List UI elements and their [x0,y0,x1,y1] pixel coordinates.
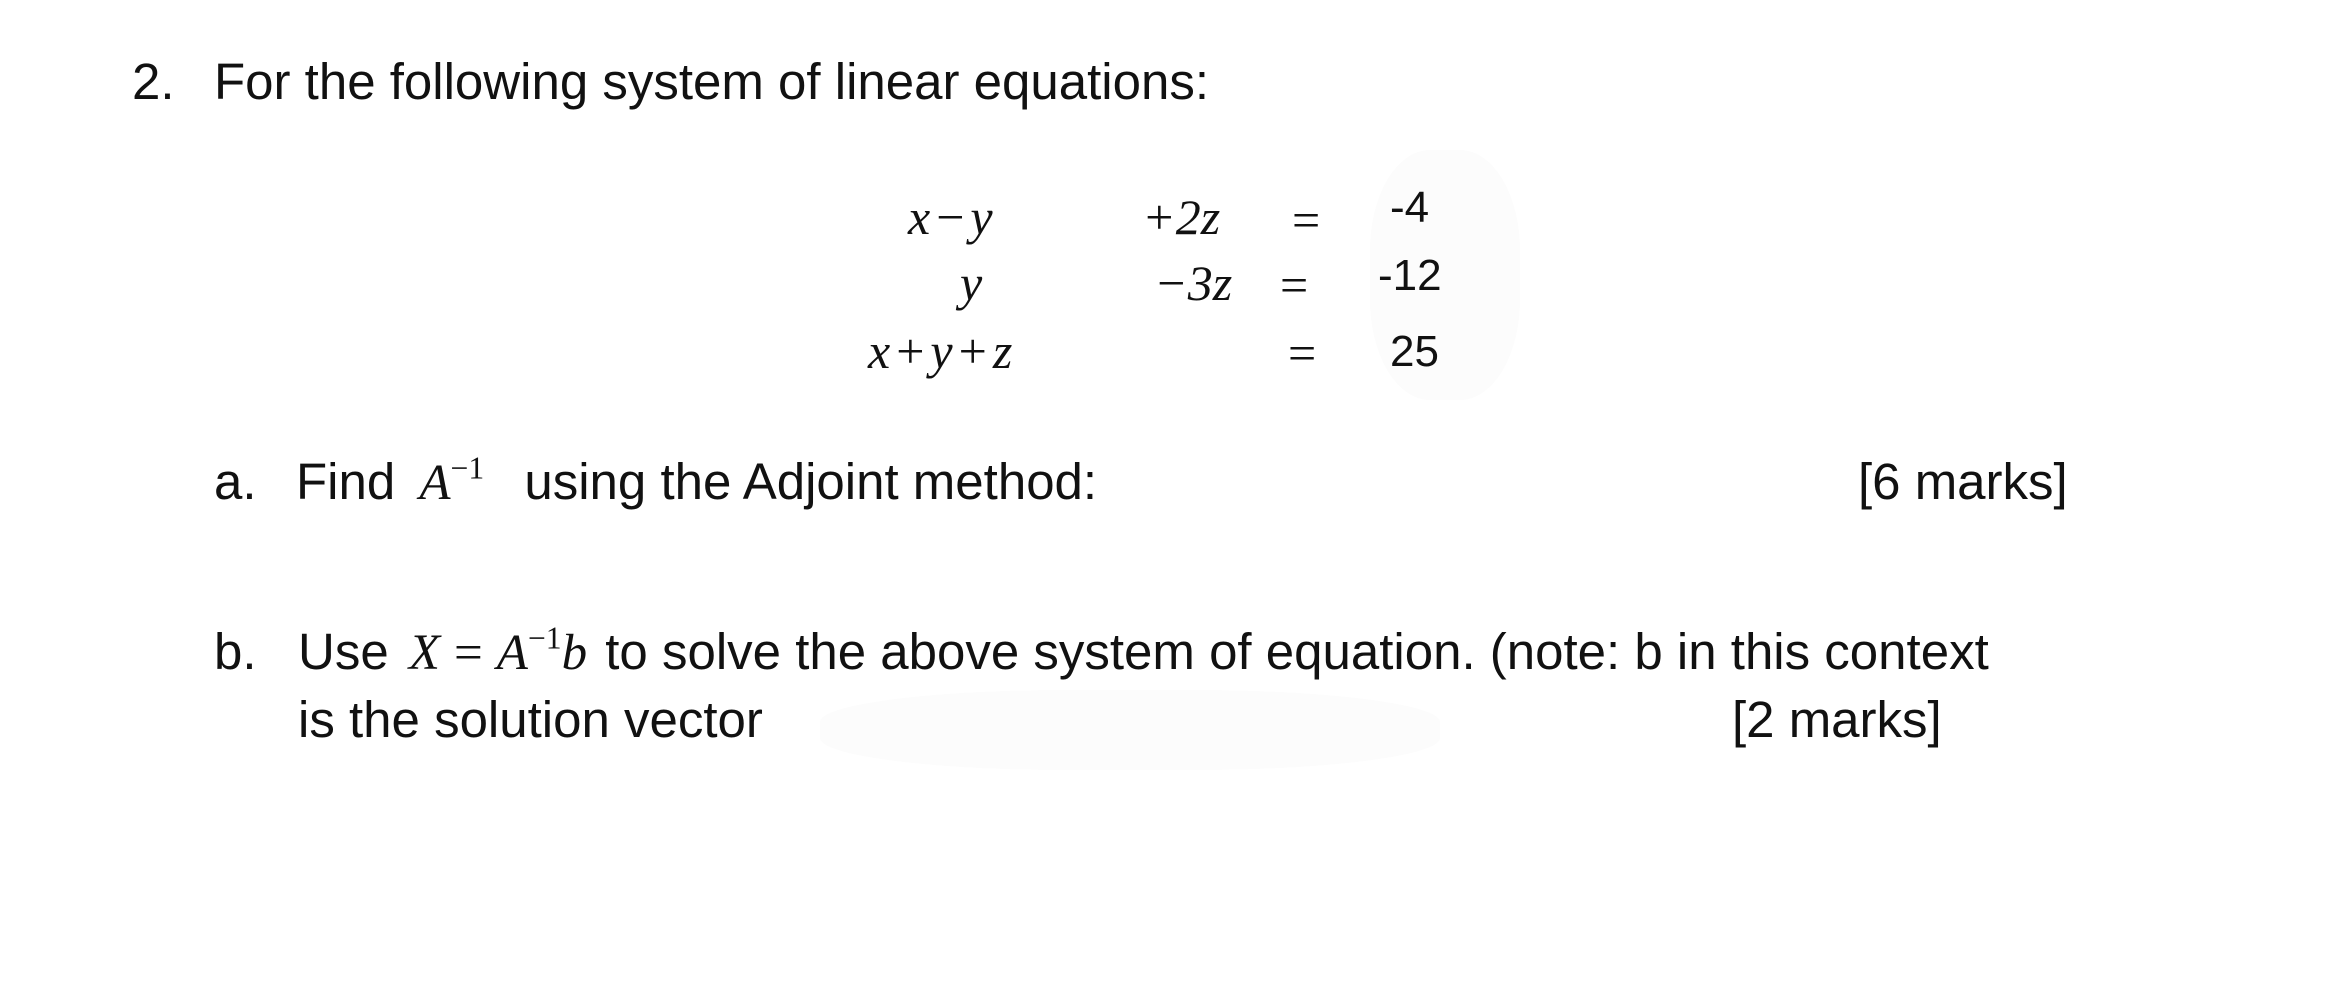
part-a-label: a. [214,453,257,510]
part-b-label: b. [214,623,257,680]
equation-2-equals: = [1280,257,1309,313]
part-b-text-before: Use [298,623,389,680]
equation-3-lhs: x + y + z [868,323,1013,379]
equation-2-lhs: y [960,255,983,311]
part-b-math: $X = A^{-1}b$ [408,620,588,681]
part-b-marks: [2 marks] [1732,691,1942,748]
part-b-line2: is the solution vector [298,691,763,748]
part-a-text [296,450,1098,511]
equation-2-rhs: -12 [1378,251,1442,300]
part-a-text-before: Find [296,453,396,510]
equation-1-equals: = [1292,192,1321,248]
equation-1-lhs: x − y [908,189,993,245]
question-intro: For the following system of linear equations: [214,53,1209,110]
question-number: 2. [132,53,175,110]
part-b-text-after: to solve the above system of equation. (note: b in this context [605,623,1989,680]
equation-1-rhs: -4 [1390,183,1430,232]
equation-1-term: +2z [1142,189,1221,245]
equation-3-rhs: 25 [1390,327,1439,376]
part-b-text [298,620,1989,681]
part-a-marks: [6 marks] [1858,453,2068,510]
part-a-math: $A^{-1}$ [419,450,485,511]
scan-smudge [820,690,1440,770]
equation-3-equals: = [1288,325,1317,381]
equation-2-term: −3z [1154,255,1233,311]
part-a-text-after: using the Adjoint method: [524,453,1098,510]
